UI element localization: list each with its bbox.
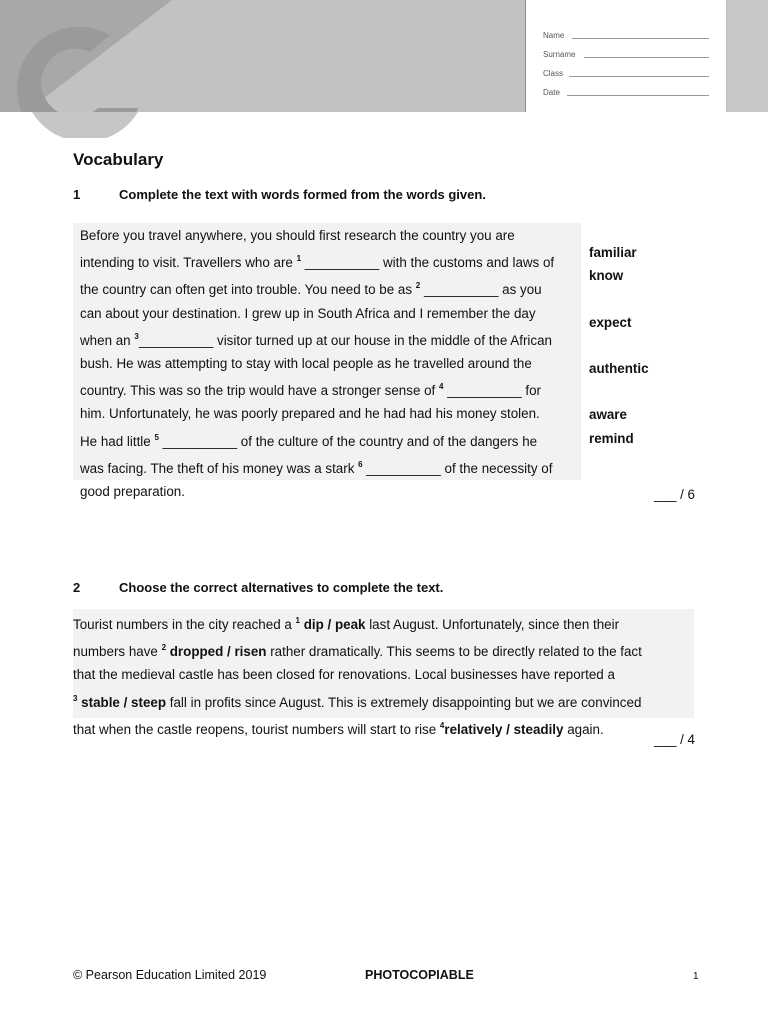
footer-copyright: © Pearson Education Limited 2019 bbox=[73, 968, 267, 982]
passage-line bbox=[80, 402, 581, 425]
passage-line bbox=[80, 375, 581, 402]
passage-line bbox=[80, 453, 581, 480]
task2-score: ___ / 4 bbox=[654, 732, 695, 747]
passage-line bbox=[80, 274, 581, 301]
passage-text: good preparation. bbox=[80, 484, 185, 500]
passage-text: Before you travel anywhere, you should first research the country you are bbox=[80, 228, 515, 243]
task1-score: ___ / 6 bbox=[654, 487, 695, 502]
word-bank-item: know bbox=[589, 268, 624, 284]
passage-line bbox=[80, 247, 581, 274]
passage-text: bush. He was attempting to stay with local people as he travelled around the bbox=[80, 356, 532, 372]
gap-number: 2 bbox=[415, 281, 421, 291]
gap-number: 4 bbox=[439, 720, 445, 730]
passage-text: __________ for bbox=[443, 383, 542, 399]
passage-text: country. This was so the trip would have a stronger sense of bbox=[80, 383, 440, 399]
surname-label: Surname bbox=[543, 50, 576, 59]
task1-instruction: Complete the text with words formed from the words given. bbox=[119, 187, 486, 202]
passage-line bbox=[80, 352, 581, 375]
student-info-box bbox=[525, 0, 727, 112]
task2-passage bbox=[73, 609, 694, 737]
page-number: 1 bbox=[693, 971, 699, 982]
name-field[interactable] bbox=[543, 27, 709, 41]
gap-number: 1 bbox=[295, 616, 300, 625]
answer-options[interactable]: stable / steep bbox=[77, 694, 167, 710]
gap-number: 3 bbox=[73, 693, 78, 703]
passage-line bbox=[73, 609, 694, 636]
gap-number: 6 bbox=[358, 459, 363, 469]
passage-text: __________ of the culture of the country and of the dangers he bbox=[158, 433, 538, 449]
header-band bbox=[0, 0, 768, 138]
task2-number: 2 bbox=[73, 580, 81, 595]
task2-instruction: Choose the correct alternatives to complete the text. bbox=[119, 580, 444, 595]
gap-number: 3 bbox=[134, 331, 139, 341]
passage-text: He had little bbox=[80, 433, 155, 449]
name-label: Name bbox=[543, 31, 565, 40]
passage-text: fall in profits since August. This is extremely disappointing but we are convinced bbox=[166, 694, 642, 710]
passage-text: the country can often get into trouble. You need to be as bbox=[80, 282, 416, 298]
answer-options[interactable]: dropped / risen bbox=[166, 644, 267, 660]
answer-options[interactable]: relatively / steadily bbox=[444, 721, 564, 737]
passage-line bbox=[80, 426, 581, 453]
answer-options[interactable]: dip / peak bbox=[300, 617, 366, 632]
task1-passage bbox=[73, 223, 581, 500]
word-bank-item: expect bbox=[589, 314, 632, 330]
passage-text: last August. Unfortunately, since then their bbox=[365, 617, 620, 632]
passage-line bbox=[80, 224, 581, 247]
class-field[interactable] bbox=[543, 65, 709, 79]
passage-text: numbers have bbox=[73, 644, 162, 660]
passage-text: rather dramatically. This seems to be directly related to the fact bbox=[266, 644, 642, 660]
passage-text: him. Unfortunately, he was poorly prepared and he had had his money stolen. bbox=[80, 406, 540, 422]
passage-text: when an bbox=[80, 332, 135, 348]
gap-number: 1 bbox=[296, 254, 302, 264]
passage-line bbox=[73, 714, 694, 741]
word-bank-item: aware bbox=[589, 407, 627, 423]
task1-number: 1 bbox=[73, 187, 81, 202]
passage-text: intending to visit. Travellers who are bbox=[80, 255, 297, 271]
word-bank-item: authentic bbox=[589, 361, 649, 376]
word-bank-item: familiar bbox=[589, 245, 637, 260]
date-label: Date bbox=[543, 88, 560, 97]
passage-text: __________ of the necessity of bbox=[362, 460, 553, 476]
passage-line bbox=[80, 325, 581, 352]
passage-text: Tourist numbers in the city reached a bbox=[73, 617, 296, 632]
passage-text: again. bbox=[563, 721, 604, 737]
passage-text: was facing. The theft of his money was a stark bbox=[80, 460, 359, 476]
passage-line bbox=[73, 687, 694, 714]
passage-text: can about your destination. I grew up in South Africa and I remember the day bbox=[80, 305, 536, 321]
passage-line bbox=[80, 302, 581, 325]
surname-field[interactable] bbox=[543, 46, 709, 60]
date-field[interactable] bbox=[543, 84, 709, 98]
passage-text: that when the castle reopens, tourist numbers will start to rise bbox=[73, 721, 440, 737]
gap-number: 2 bbox=[161, 643, 167, 653]
gap-number: 4 bbox=[439, 382, 444, 392]
passage-text: that the medieval castle has been closed for renovations. Local businesses have reported a bbox=[73, 667, 615, 683]
class-label: Class bbox=[543, 69, 564, 78]
passage-line bbox=[73, 636, 694, 663]
footer-photocopiable: PHOTOCOPIABLE bbox=[365, 968, 474, 982]
gap-number: 5 bbox=[154, 432, 159, 442]
passage-text: __________ with the customs and laws of bbox=[301, 255, 555, 271]
section-title: Vocabulary bbox=[73, 150, 164, 169]
passage-line bbox=[73, 663, 694, 686]
word-bank-item: remind bbox=[589, 430, 634, 446]
passage-line bbox=[80, 480, 581, 503]
header-right-block bbox=[726, 0, 768, 112]
passage-text: __________ as you bbox=[420, 282, 542, 298]
passage-text: __________ visitor turned up at our house in the middle of the African bbox=[138, 332, 552, 348]
